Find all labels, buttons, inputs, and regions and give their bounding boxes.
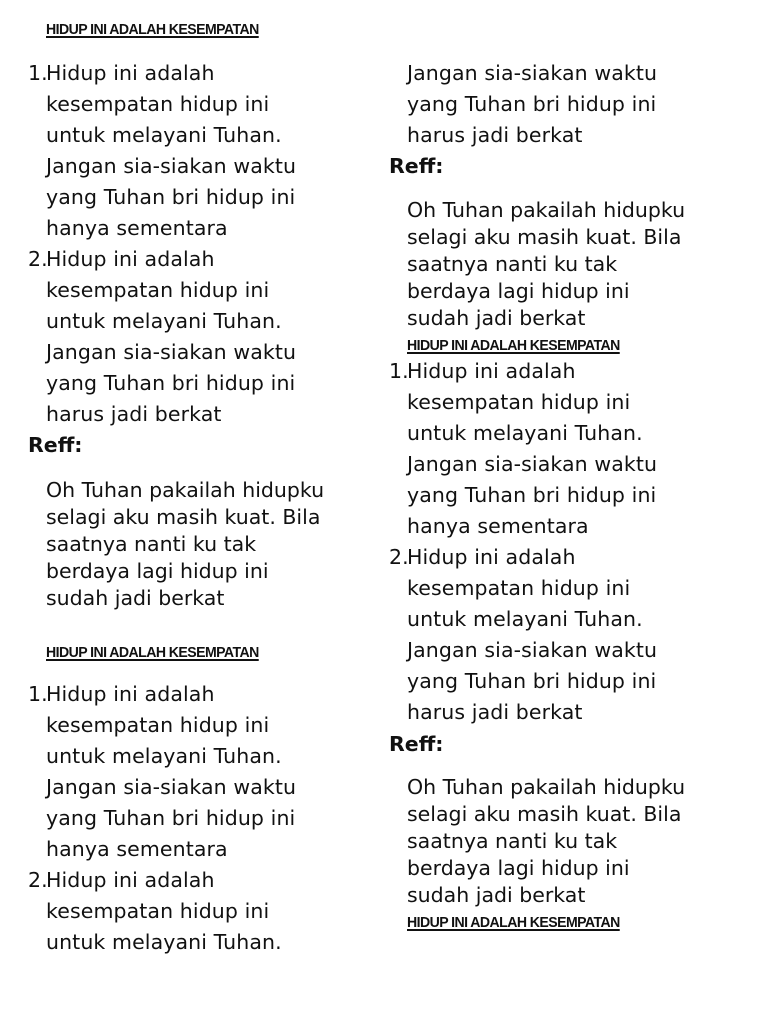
chorus-line: berdaya lagi hidup ini [407, 856, 630, 880]
verse-line: Jangan sia-siakan waktu [407, 61, 658, 85]
chorus [389, 774, 768, 909]
verse-line: yang Tuhan bri hidup ini [407, 483, 657, 507]
verse-line: untuk melayani Tuhan. [407, 421, 643, 445]
verse-1 [28, 679, 373, 865]
chorus-line: sudah jadi berkat [46, 586, 225, 610]
verse-2 [28, 244, 373, 430]
verse-line: untuk melayani Tuhan. [46, 930, 282, 954]
chorus-line: selagi aku masih kuat. Bila [46, 505, 321, 529]
reff-label: Reff: [389, 732, 444, 756]
song-title: HIDUP INI ADALAH KESEMPATAN [407, 914, 620, 931]
verse-number: 1. [28, 682, 48, 706]
verse-line: yang Tuhan bri hidup ini [46, 806, 296, 830]
verse-2 [389, 542, 759, 728]
verse-line: Hidup ini adalah [46, 682, 215, 706]
chorus-line: saatnya nanti ku tak [407, 829, 618, 853]
verse-line: yang Tuhan bri hidup ini [407, 669, 657, 693]
chorus-line: selagi aku masih kuat. Bila [407, 225, 682, 249]
chorus [28, 477, 391, 612]
chorus-line: Oh Tuhan pakailah hidupku [407, 775, 686, 799]
verse-line: harus jadi berkat [407, 123, 583, 147]
chorus-line: Oh Tuhan pakailah hidupku [407, 198, 686, 222]
reff-label: Reff: [389, 154, 444, 178]
chorus-line: sudah jadi berkat [407, 306, 586, 330]
verse-line: Jangan sia-siakan waktu [46, 340, 297, 364]
verse-line: kesempatan hidup ini [46, 713, 270, 737]
verse-1 [389, 356, 759, 542]
verse-line: untuk melayani Tuhan. [46, 123, 282, 147]
verse-line: Jangan sia-siakan waktu [407, 452, 658, 476]
verse-line: Jangan sia-siakan waktu [46, 154, 297, 178]
chorus [389, 197, 768, 332]
chorus-line: saatnya nanti ku tak [407, 252, 618, 276]
song-title: HIDUP INI ADALAH KESEMPATAN [46, 21, 259, 38]
verse-line: untuk melayani Tuhan. [407, 607, 643, 631]
verse-number: 2. [28, 247, 48, 271]
verse-line: kesempatan hidup ini [407, 390, 631, 414]
song-title: HIDUP INI ADALAH KESEMPATAN [407, 337, 620, 354]
chorus-line: saatnya nanti ku tak [46, 532, 257, 556]
verse-line: Jangan sia-siakan waktu [407, 638, 658, 662]
chorus-line: selagi aku masih kuat. Bila [407, 802, 682, 826]
verse-line: Hidup ini adalah [407, 545, 576, 569]
verse-line: Hidup ini adalah [46, 868, 215, 892]
verse-line: untuk melayani Tuhan. [46, 744, 282, 768]
verse-line: Hidup ini adalah [46, 61, 215, 85]
chorus-line: Oh Tuhan pakailah hidupku [46, 478, 325, 502]
verse-number: 2. [28, 868, 48, 892]
verse-line: hanya sementara [407, 514, 589, 538]
verse-line: kesempatan hidup ini [46, 899, 270, 923]
verse-line: harus jadi berkat [407, 700, 583, 724]
reff-label: Reff: [28, 433, 83, 457]
verse-line: Hidup ini adalah [46, 247, 215, 271]
verse-line: yang Tuhan bri hidup ini [46, 185, 296, 209]
verse-line: Hidup ini adalah [407, 359, 576, 383]
verse-number: 1. [28, 61, 48, 85]
verse-line: kesempatan hidup ini [46, 278, 270, 302]
chorus-line: berdaya lagi hidup ini [46, 559, 269, 583]
chorus-line: sudah jadi berkat [407, 883, 586, 907]
verse-number: 1. [389, 359, 409, 383]
verse-1 [28, 58, 373, 244]
chorus-line: berdaya lagi hidup ini [407, 279, 630, 303]
verse-2-continued [389, 58, 759, 151]
verse-line: Jangan sia-siakan waktu [46, 775, 297, 799]
verse-line: yang Tuhan bri hidup ini [407, 92, 657, 116]
verse-number: 2. [389, 545, 409, 569]
verse-line: hanya sementara [46, 837, 228, 861]
verse-line: untuk melayani Tuhan. [46, 309, 282, 333]
verse-2 [28, 865, 373, 958]
verse-line: kesempatan hidup ini [407, 576, 631, 600]
verse-line: kesempatan hidup ini [46, 92, 270, 116]
song-title: HIDUP INI ADALAH KESEMPATAN [46, 644, 259, 661]
verse-line: yang Tuhan bri hidup ini [46, 371, 296, 395]
verse-line: harus jadi berkat [46, 402, 222, 426]
verse-line: hanya sementara [46, 216, 228, 240]
